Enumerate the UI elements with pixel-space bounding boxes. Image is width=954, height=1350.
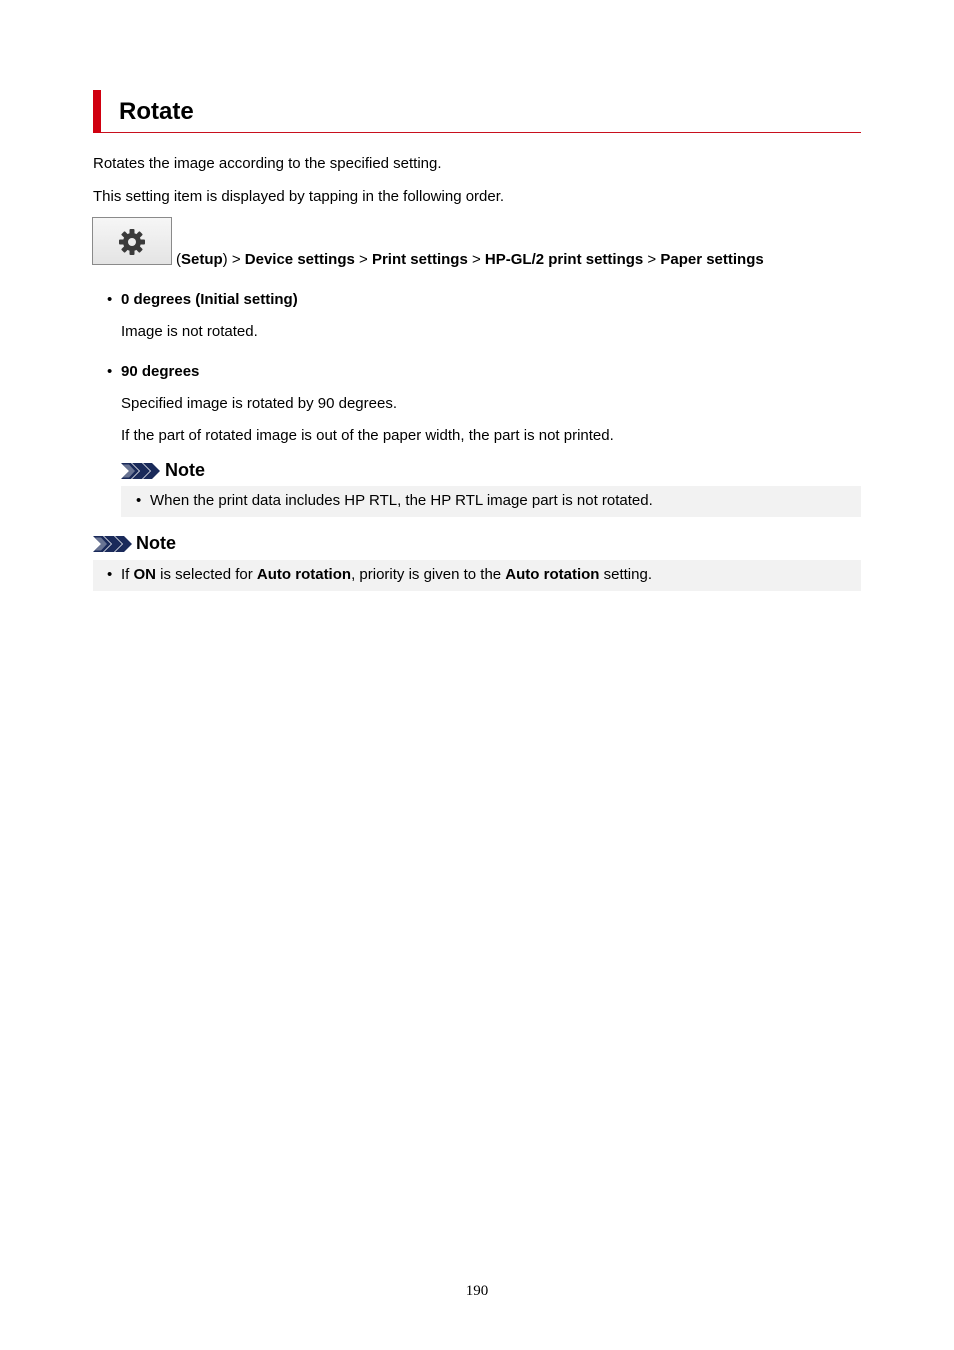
outer-note-box [93, 560, 861, 591]
path-device-settings: Device settings [244, 251, 355, 268]
option-label-90-degrees: 90 degrees [121, 363, 200, 380]
title-accent-bar [93, 90, 101, 133]
inner-note-heading [121, 460, 241, 480]
path-hpgl2-print-settings: HP-GL/2 print settings [484, 251, 644, 268]
option-desc: Specified image is rotated by 90 degrees. [121, 395, 397, 412]
page-number: 190 [465, 1283, 489, 1299]
note-bullet: • [136, 492, 142, 509]
intro-text: Rotates the image according to the specified setting. [93, 155, 442, 172]
note-label: Note [165, 460, 205, 480]
path-separator: > [471, 251, 481, 268]
note-bullet: • [107, 566, 113, 583]
note-chevrons-icon [121, 463, 161, 479]
outer-note-text: If ON is selected for Auto rotation, priority is given to the Auto rotation setting. [121, 566, 652, 583]
path-close-paren: ) [222, 251, 228, 268]
setup-button-image [92, 217, 172, 265]
path-separator: > [647, 251, 657, 268]
settings-path [176, 251, 764, 269]
order-text: This setting item is displayed by tapping in the following order. [93, 188, 505, 205]
note-label: Note [136, 533, 176, 553]
option-desc: Image is not rotated. [121, 323, 258, 340]
note-chevrons-icon [93, 536, 133, 552]
inner-note-box [121, 486, 861, 517]
path-paper-settings: Paper settings [660, 251, 764, 268]
option-bullet: • [107, 291, 113, 308]
path-print-settings: Print settings [371, 251, 468, 268]
path-setup: Setup [181, 251, 223, 268]
page-title: Rotate [119, 98, 194, 125]
option-bullet: • [107, 363, 113, 380]
path-open-paren: ( [176, 251, 181, 268]
title-section [93, 90, 861, 133]
gear-icon [117, 227, 147, 257]
path-separator: > [359, 251, 368, 268]
option-desc: If the part of rotated image is out of the paper width, the part is not printed. [121, 427, 614, 444]
option-label-0-degrees: 0 degrees (Initial setting) [121, 291, 298, 308]
outer-note-heading [93, 533, 213, 553]
inner-note-text: When the print data includes HP RTL, the HP RTL image part is not rotated. [150, 492, 653, 509]
path-separator: > [231, 251, 241, 268]
